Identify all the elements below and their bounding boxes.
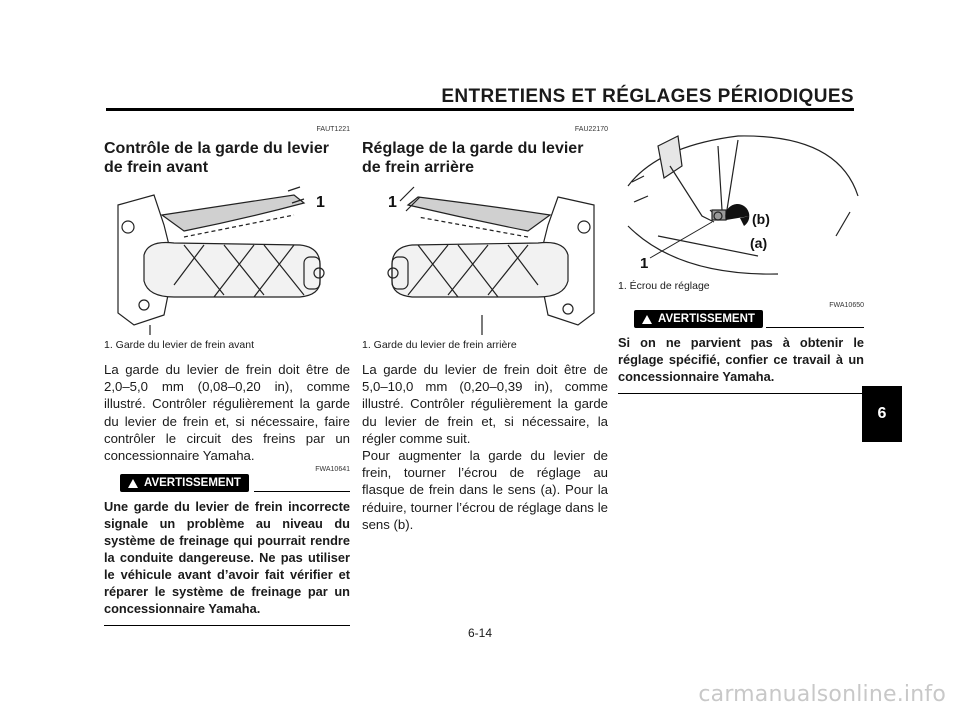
figure-caption: 1. Écrou de réglage: [618, 280, 710, 292]
rear-brake-lever-illustration: [362, 185, 608, 335]
section-title-line2: de frein arrière: [362, 159, 475, 176]
warning-code: FWA10641: [315, 466, 350, 474]
section-title: [362, 139, 608, 177]
section-code: FAU22170: [574, 126, 608, 133]
section-title-line1: Contrôle de la garde du levier: [104, 140, 329, 157]
page-number: 6-14: [467, 626, 493, 640]
section-title-line1: Réglage de la garde du levier: [362, 140, 584, 157]
warning-rule: [766, 327, 864, 328]
chapter-tab: 6: [862, 386, 902, 442]
front-brake-lever-illustration: [104, 185, 350, 335]
warning-rule: [254, 491, 350, 492]
figure-callout-1: 1: [316, 194, 325, 211]
figure-caption: 1. Garde du levier de frein arrière: [362, 339, 517, 351]
section-rear-brake: [362, 126, 608, 533]
warning-triangle-icon: [642, 315, 652, 324]
warning-header: [618, 302, 864, 328]
warning-badge: [634, 310, 763, 328]
figure-callout-1: 1: [640, 255, 649, 272]
adjusting-nut-figure-column: [618, 126, 864, 394]
section-title: [104, 139, 350, 177]
figure-callout-1: 1: [388, 194, 397, 211]
section-title-line2: de frein avant: [104, 159, 209, 176]
warning-label: AVERTISSEMENT: [658, 313, 755, 325]
figure-caption: 1. Garde du levier de frein avant: [104, 339, 255, 351]
warning-label: AVERTISSEMENT: [144, 477, 241, 490]
warning-text: Une garde du levier de frein incorrecte signale un problème au niveau du système de freinage qui pourrait rendre la conduite dangereuse. Ne pas utiliser le véhicule avant d’avoir fait vérifier et réparer le système de freinage par un concessionnaire Yamaha.: [104, 499, 350, 617]
warning-end-rule: [618, 393, 864, 394]
warning-text: Si on ne parvient pas à obtenir le réglage spécifié, confier ce travail à un concessionnaire Yamaha.: [618, 335, 864, 384]
warning-badge: [120, 474, 249, 492]
warning-header: [104, 466, 350, 492]
warning-code: FWA10650: [829, 302, 864, 309]
watermark: carmanualsonline.info: [698, 682, 946, 707]
section-code: FAUT1221: [316, 126, 350, 133]
body-paragraph: La garde du levier de frein doit être de 5,0–10,0 mm (0,20–0,39 in), comme illustré. Contrôler régulièrement la garde du levier de frein et, si nécessaire, la régler comme suit. Pour augmenter la garde du levier de frein, tourner l’écrou de réglage au flasque de frein dans le sens (a). Pour la réduire, tourner l’écrou de réglage dans le sens (b).: [362, 362, 608, 532]
header-rule: [106, 108, 854, 111]
warning-triangle-icon: [128, 479, 138, 488]
page-header-title: ENTRETIENS ET RÉGLAGES PÉRIODIQUES: [441, 86, 854, 107]
body-paragraph: La garde du levier de frein doit être de 2,0–5,0 mm (0,08–0,20 in), comme illustré. Contrôler régulièrement la garde du levier de frein et, si nécessaire, faire contrôler le circuit des freins par un concessionnaire Yamaha.: [104, 362, 350, 464]
label-b: (b): [752, 211, 770, 227]
brake-adjusting-nut-illustration: [618, 126, 864, 276]
label-a: (a): [750, 235, 768, 251]
section-front-brake: [104, 126, 350, 626]
